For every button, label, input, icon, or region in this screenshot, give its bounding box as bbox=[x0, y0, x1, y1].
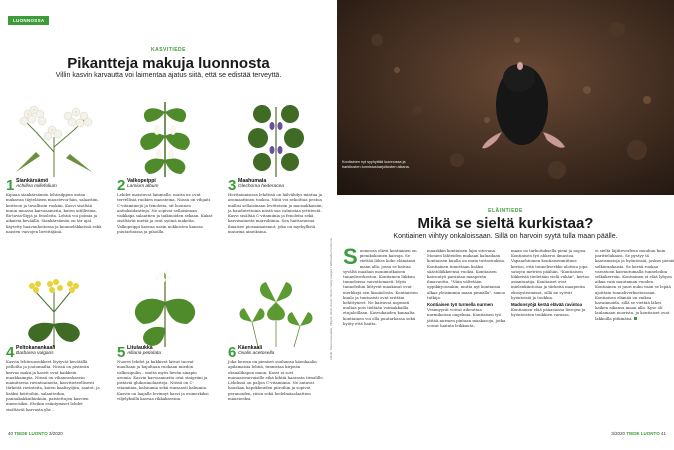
plant-image-yarrow bbox=[6, 92, 102, 177]
plant-name: Litulaukka bbox=[127, 345, 153, 351]
plant-latin-name: Alliaria petiolata bbox=[127, 351, 161, 356]
photo-credit: Lähde: Sanna Kaarakka, Villiyrtit, 2019, Kuvat: iStock / Getty Images / Wikimedia Commons bbox=[329, 238, 333, 360]
plant-number: 4 bbox=[6, 344, 15, 361]
plant-image-winter-cress bbox=[6, 262, 102, 347]
body-text: Kontiainen elää pääasiassa lierojen ja hyönteisten toukkien varassa. bbox=[511, 307, 586, 318]
body-text: uomessa elävä kontiainen on pienikokoinen kaivaja. Se viettää lähes koko elämänsä maan alla, jossa se kaivaa syvältä maahan monimutkaisen tunneliverkoston. Kontiainen liikkuu tunneleissa vaivattomasti. Myös tunneleihin liittyvät maakasat ovat merkkejä sen läsnäolosta. Kontiaisten kuulo ja tuntoaisti ovat erittäin kehittyneet. Ne kaivavat nopeasti multaa pois tieltään voimakkailla etujaloillaan. Kasvukauden kannalta kontiainen voi olla puutarhassa sekä hyöty että haitta. bbox=[343, 248, 418, 326]
plant-name: Maahumala bbox=[238, 178, 267, 184]
plant-image-wood-sorrel bbox=[228, 262, 324, 347]
right-page bbox=[337, 0, 674, 450]
end-mark-icon bbox=[634, 317, 637, 320]
article-kicker: ELÄINTIEDE bbox=[488, 208, 523, 214]
subheading: Kontiaisen työ turmella nurmen bbox=[427, 302, 493, 308]
article-lead: Kontiainen viihtyy onkaloissaan. Sillä on harvoin syytä tulla maan päälle. bbox=[393, 233, 618, 240]
photo-caption: Kontiainen nyt syyhyttää luonnossa ja harkitusten tunnistusharjoitusten aikana. bbox=[342, 160, 410, 169]
body-text: ei sieltä läjitteverleun muuhun kuin parittelukausi. Se pystyy tä kaavamatoja ja hyönteisiä, joskus pieniä selkärankaisia. Se kerää ruokaa varastoon kaivautumalla tunneleihin selkäkerroin. Kontiainen ei elää lyhyen aikaa vain muutaman vuoden. Kontiainen ei juuri nuku vaan se lepää ajoittain tunneliverkostossaan. Kontiaisen elämää on vaikea havainnoida, sillä se viettää lähes kaiken aikansa maan alla. Kyse oli laulamaan nuorista, ja kontiaiset ovat lakkoilla pitkinäisi. bbox=[595, 248, 674, 321]
plant-latin-name: Achillea millefolium bbox=[16, 184, 57, 189]
page-number: 41 bbox=[660, 431, 666, 436]
body-column-1 bbox=[343, 244, 423, 326]
body-text: maaskkin kontiaisen lajin sitovana. Monien lähteiden mukaan kaluadaan kontiaisen kuulla on muin tuttavuuksia. Kontiainen tunnetaan lisäksi säästöliikkeensä vuoksi. Kontiaisen kaivuutyö parantaa maaperän ilmavuutta. "Näin vältetään oppikirjoissakin, mutta nyt kontiaisia alkaa yleisimmin maan pinnalla", sanoo tutkija. bbox=[427, 248, 506, 300]
plant-entry-5 bbox=[117, 345, 213, 401]
article-lead: Villin kasvin karvautta voi laimentaa ajatus siitä, että se edistää terveyttä. bbox=[55, 72, 282, 79]
plant-entry-6 bbox=[228, 345, 324, 401]
body-text: Vesimyyrät voivat aiheuttaa nurmikoissa ongelmia. Kontiaisen työ jättää nurmen pintaan maakasoja, jotka voivat haitata leikkuuta. bbox=[427, 307, 506, 328]
plant-entry-1 bbox=[6, 178, 102, 234]
page-folio-right bbox=[611, 431, 666, 436]
plant-name: Käenkaali bbox=[238, 345, 263, 351]
plant-name: Peltokanankaali bbox=[16, 345, 56, 351]
body-text: maan on tarkoituksella pieni ja nopea. Kontiaisen työ ahkeroi ilmastoa. Vapaaehtoinen kontiaisenmittaus kertoo, että tunneliverkko ulottuu jopa satojen metrien päähän. "Kontiaisen liikkeistä tiedetään vielä vähän", kertoo asiantuntija. Kontiaiset ovat mielenkiintoisia ja tärkeitä maaperän ekosysteemissä, sillä ne syövät hyönteisiä ja toukkia. bbox=[511, 248, 590, 300]
plant-description: Nuoret lehdet ja kukkivat latvat tuovat maultaan ja hajultaan ruokaan miedon valkosipulin – mutta myös lievän sinapin aromia. Kasvin karvasaineita ovat sinigriini ja pistäviä glukosinolaatteja. Niissä on C-vitamiinia, kalsiumia sekä runsaasti kaliumia. Kasvin on laajalle levinnyt kasvi ja esimerkiksi viljelyksillä kasvaa rikkakasvina. bbox=[117, 359, 209, 402]
plant-number: 6 bbox=[228, 344, 237, 361]
plant-description: Joka kerran on pieniset suuhunsa käenkaalin apilamaisia lehtiä, tunnistaa kirpeän oksaalihapon maun. Kasvi ei sovi munuaisvaivaisille eikä kihtiä haarasta tiesalille. Lehdissä on paljon C-vitamiinia. Ne antavat hauskan hapokkuuden piiroihin ja sopivat perunoiden, riisin sekä hedelmäsalaattien mausteeksi. bbox=[228, 359, 324, 402]
article-title: Pikantteja makuja luonnosta bbox=[67, 55, 270, 72]
issue-number: 3/2020 bbox=[611, 431, 626, 436]
plant-image-ground-ivy bbox=[228, 92, 324, 177]
body-column-2 bbox=[427, 248, 507, 328]
magazine-name: TIEDE LUONTO bbox=[626, 431, 660, 436]
issue-number: 3/2020 bbox=[48, 431, 63, 436]
plant-number: 3 bbox=[228, 177, 237, 194]
plant-number: 1 bbox=[6, 177, 15, 194]
plant-number: 5 bbox=[117, 344, 126, 361]
page-number: 40 bbox=[8, 431, 14, 436]
mole-photo bbox=[337, 0, 674, 195]
plant-name: Siankärsämö bbox=[16, 178, 49, 184]
plant-latin-name: Oxalis acetosella bbox=[238, 351, 275, 356]
body-column-3 bbox=[511, 248, 591, 318]
plant-number: 2 bbox=[117, 177, 126, 194]
plant-description: Herttamaisissa lehdissä on hälvähdys mintua ja aromaattinen tuoksu. Niitä voi sekoittaa pestoa mallisi sellaisinaan levitteisiin ja mausakkaisiin, ja haudutettuina niistä saa valmistaa yrttiteetä. Kasvi sisältää C-vitamiinia ja fenoleita sekä karvasaineita marrubiinia. Sen haittavaisua ilmaisee piosaamaismut, joka on myrkyllistä muurina aineiksina. bbox=[228, 192, 323, 235]
plant-latin-name: Lamium album bbox=[127, 184, 159, 189]
article-title: Mikä se sieltä kurkistaa? bbox=[417, 215, 594, 232]
plant-entry-2 bbox=[117, 178, 213, 234]
plant-entry-4 bbox=[6, 345, 102, 412]
plant-image-garlic-mustard bbox=[117, 262, 213, 347]
body-column-4 bbox=[595, 248, 674, 321]
plant-entry-3 bbox=[228, 178, 324, 234]
plant-name: Valkopeippi bbox=[127, 178, 156, 184]
plant-latin-name: Barbarea vulgaris bbox=[16, 351, 54, 356]
page-folio-left bbox=[8, 431, 63, 436]
plant-description: Kipuaa siankärsämön lehtisilppua antaa mukavan täyteläisen maustevoi-hän, salaattiin, keittoon ja tavallisiin ruokiin. Kasvi sisältää muun muassa karvasaineita, kuten aitilliviina, fla-tavia-lliyjä ja fenoleita. Lehtiä voi poimia ja aikaista keväällä. Siankärsämön on tär ajat käytetty haavanhoitossa ja kuumeläkkeissä sekä naisten vaivojen lievittäjänä. bbox=[6, 192, 102, 235]
magazine-name: TIEDE LUONTO bbox=[14, 431, 48, 436]
plant-description: Lehdet maistuvat lammella, mutta ne ovat tervellisiä ruokien mausteina. Niissä on vihjaiti C-vitamiinejä ja fenoleita, sit luonnon antioksidantteja. Ne sopivat sellaisinaan vaikkapa salaattien ja taikinoiden sekaan. Kukat sisältävät mettä ja ovat syömä makeita. Valkopeippi kasvaa usein nokkosten kanssa puutarhoissa ja pihoilla. bbox=[117, 192, 213, 235]
article-kicker: KASVITIEDE bbox=[150, 47, 186, 53]
plant-latin-name: Glechoma hederacea bbox=[238, 184, 284, 189]
section-tag: LUONNOSSA bbox=[8, 16, 49, 25]
subheading: Madonsyöjä kerää elävää ravintoa bbox=[511, 302, 583, 308]
plant-image-white-deadnettle bbox=[117, 92, 213, 177]
drop-cap: S bbox=[343, 244, 358, 269]
plant-description: Kasvin lehtiruusukkeet löytyvät kevätällä pelloilta ja joutomailta. Niissä on pistävän karvas maku ja kasvit ovat kaikkein maukkaimpia. Niissä on vihanneskasvin mainitsevia ravintoaineita, kasvitieteellisesti tärkeitä ravinteita, kuten kaalisyöjiin, saatot, ja lisäksi keittoihin, salaatteihin, pannukakkuihinkuin, paistettujen kasvien ainesosiksi. Eteikin esiintymiset lehdet sisältävät karvasta.yhr... bbox=[6, 359, 100, 412]
